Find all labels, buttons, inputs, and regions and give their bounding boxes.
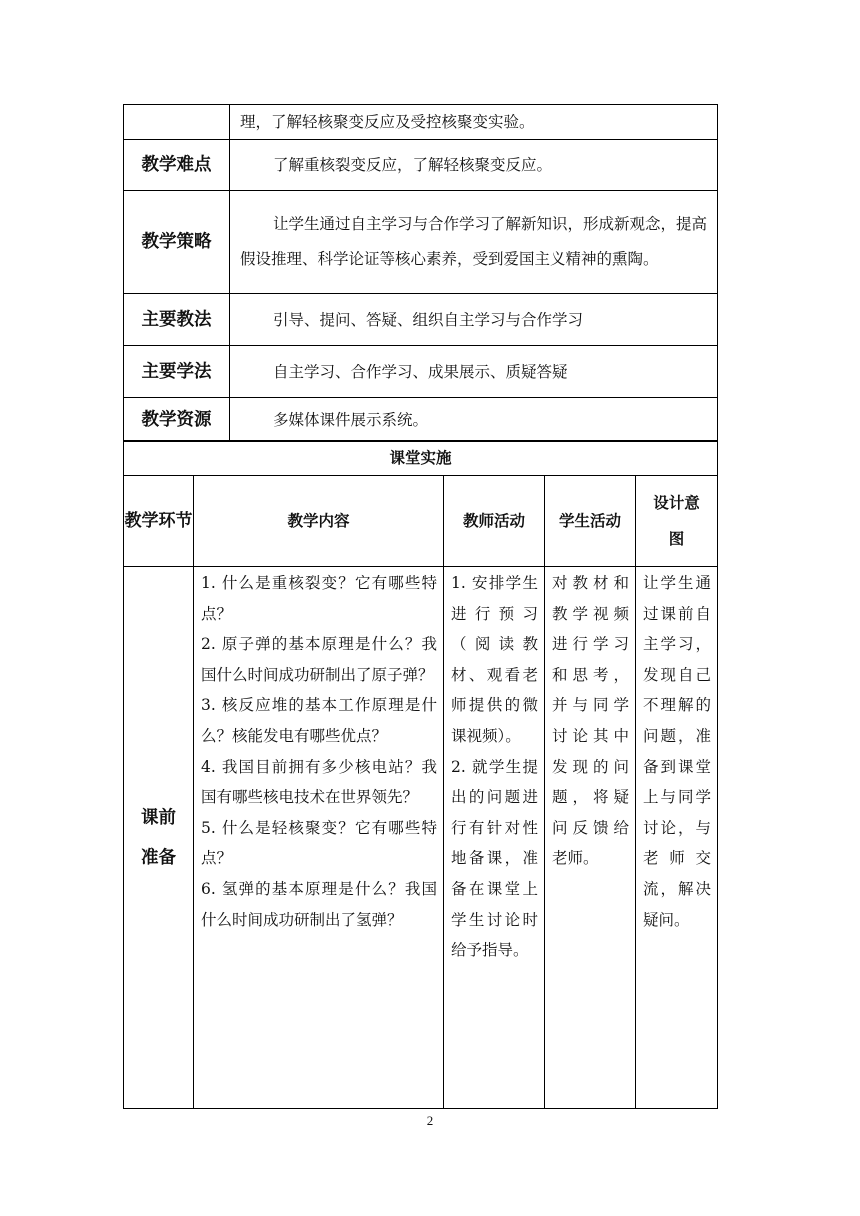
content-item: 4. 我国目前拥有多少核电站？我国有哪些核电技术在世界领先？ bbox=[201, 757, 437, 807]
continued-text: 理，了解轻核聚变反应及受控核聚变实验。 bbox=[230, 105, 718, 140]
content-item: 2. 原子弹的基本原理是什么？我国什么时间成功研制出了原子弹？ bbox=[201, 635, 437, 684]
continued-row bbox=[124, 105, 718, 140]
section-title: 课堂实施 bbox=[124, 441, 718, 476]
teaching-method-label: 主要教法 bbox=[124, 294, 230, 346]
learning-method-text: 自主学习、合作学习、成果展示、质疑答疑 bbox=[230, 346, 718, 398]
page-number: 2 bbox=[426, 1113, 434, 1128]
content-item: 5. 什么是轻核聚变？它有哪些特点？ bbox=[201, 818, 437, 868]
header-teacher: 教师活动 bbox=[444, 476, 545, 567]
strategy-row bbox=[124, 191, 718, 294]
resources-row bbox=[124, 398, 718, 442]
learning-method-row bbox=[124, 346, 718, 398]
learning-method-label: 主要学法 bbox=[124, 346, 230, 398]
teacher-cell bbox=[444, 567, 545, 1109]
student-cell bbox=[545, 567, 636, 1109]
section-row bbox=[124, 441, 718, 476]
difficulty-text: 了解重核裂变反应，了解轻核聚变反应。 bbox=[230, 140, 718, 191]
difficulty-label: 教学难点 bbox=[124, 140, 230, 191]
teaching-method-row bbox=[124, 294, 718, 346]
student-text: 对教材和教学视频进行学习和思考，并与同学讨论其中发现的问题，将疑问反馈给老师。 bbox=[552, 574, 629, 868]
strategy-text: 让学生通过自主学习与合作学习了解新知识，形成新观念，提高假设推理、科学论证等核心素养，受到爱国主义精神的熏陶。 bbox=[230, 191, 718, 294]
teaching-method-text: 引导、提问、答疑、组织自主学习与合作学习 bbox=[230, 294, 718, 346]
content-item: 3. 核反应堆的基本工作原理是什么？核能发电有哪些优点？ bbox=[201, 696, 437, 745]
resources-text: 多媒体课件展示系统。 bbox=[230, 398, 718, 442]
header-content: 教学内容 bbox=[194, 476, 444, 567]
continued-label-cell bbox=[124, 105, 230, 140]
strategy-label: 教学策略 bbox=[124, 191, 230, 294]
lesson-info-table bbox=[123, 104, 718, 442]
difficulty-row bbox=[124, 140, 718, 191]
teacher-item: 1. 安排学生进行预习（阅读教材、观看老师提供的微课视频）。 bbox=[451, 574, 538, 745]
prep-row bbox=[124, 567, 718, 1109]
content-cell bbox=[194, 567, 444, 1109]
implementation-table bbox=[123, 440, 718, 1109]
header-stage: 教学环节 bbox=[124, 476, 194, 567]
stage-prep: 课前准备 bbox=[124, 567, 194, 1109]
header-student: 学生活动 bbox=[545, 476, 636, 567]
header-row bbox=[124, 476, 718, 567]
header-intent: 设计意图 bbox=[636, 476, 718, 567]
intent-text: 让学生通过课前自主学习，发现自己不理解的问题，准备到课堂上与同学讨论，与老师交流，解决疑问。 bbox=[643, 574, 712, 929]
content-item: 1. 什么是重核裂变？它有哪些特点？ bbox=[201, 574, 437, 623]
intent-cell bbox=[636, 567, 718, 1109]
resources-label: 教学资源 bbox=[124, 398, 230, 442]
content-item: 6. 氢弹的基本原理是什么？我国什么时间成功研制出了氢弹？ bbox=[201, 879, 437, 929]
teacher-item: 2. 就学生提出的问题进行有针对性地备课，准备在课堂上学生讨论时给予指导。 bbox=[451, 757, 538, 960]
